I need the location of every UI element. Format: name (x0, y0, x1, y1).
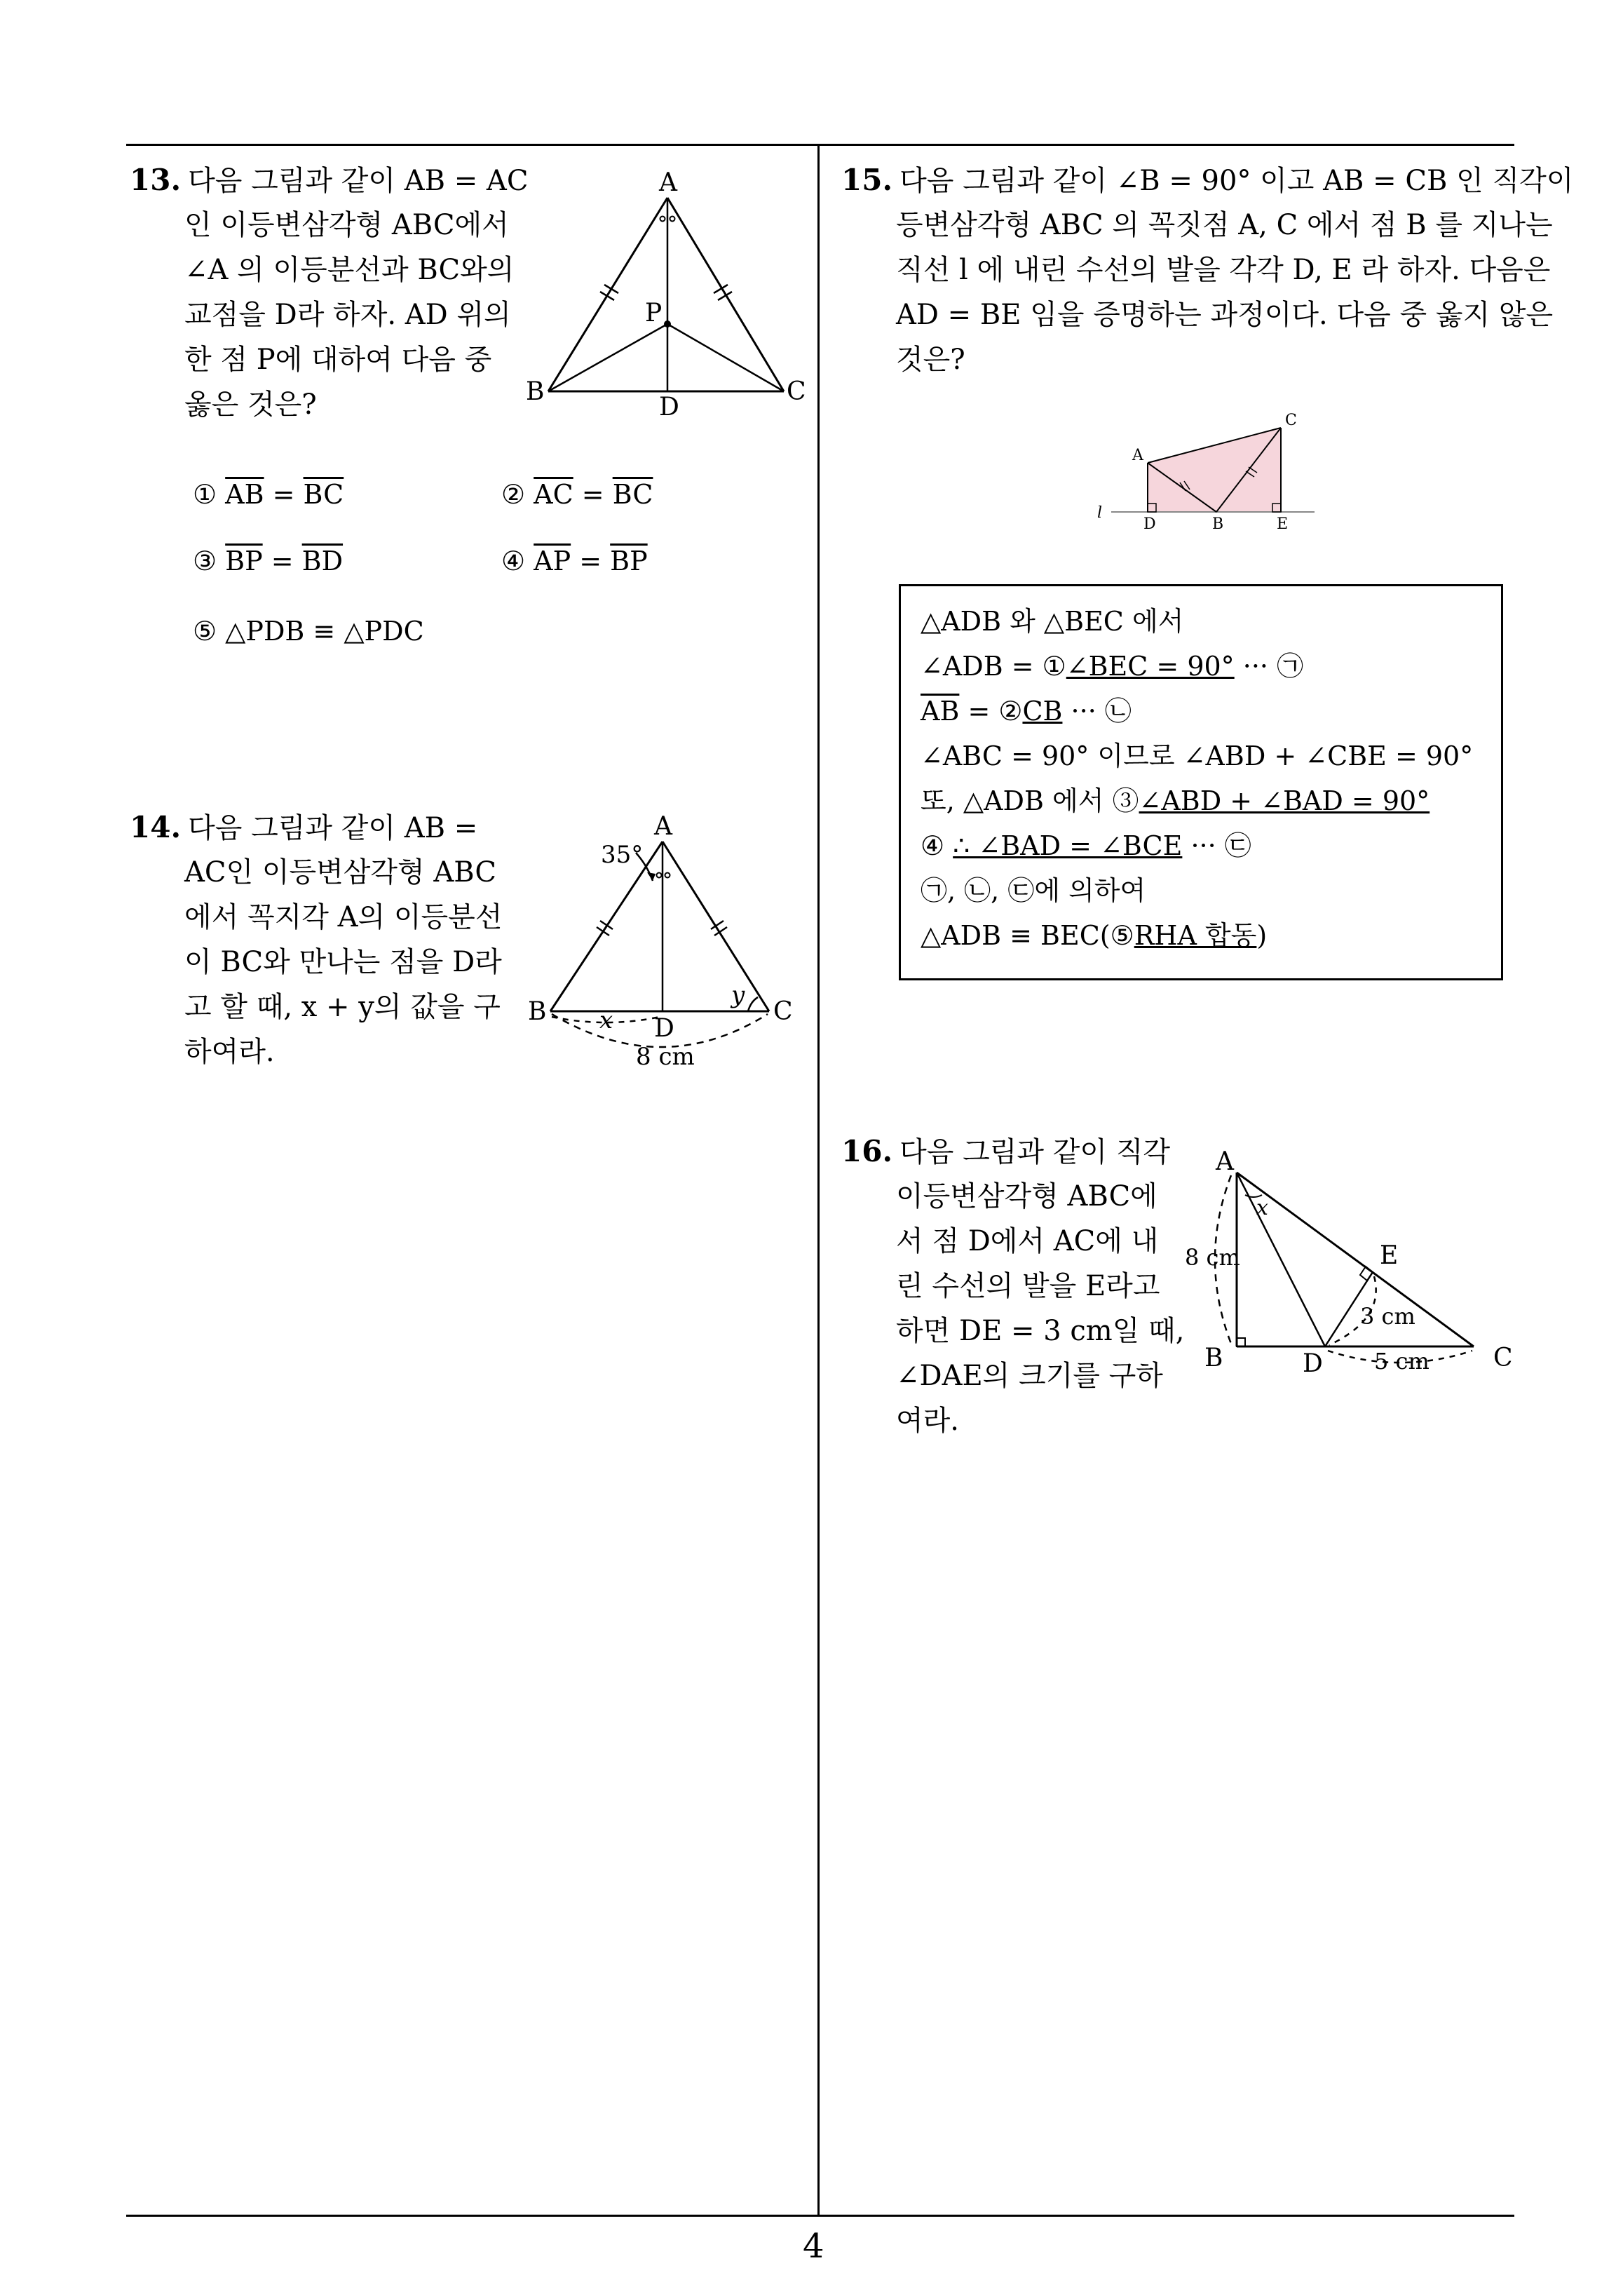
question-15 (841, 158, 1573, 382)
q13-choice-2[interactable]: ② $\overline{AC} = \overline{BC}$ (501, 479, 653, 510)
question-number: 16. (841, 1134, 893, 1168)
q16-line-1: 다음 그림과 같이 직각 (899, 1136, 1170, 1168)
q16-label-c: C (1493, 1344, 1513, 1372)
top-rule (126, 144, 1514, 146)
proof-line-1: △ADB 와 △BEC 에서 (921, 606, 1184, 637)
q16-label-x: x (1256, 1196, 1268, 1220)
proof-line-5: 또, △ADB 에서 ③∠ABD + ∠BAD = 90° (921, 785, 1430, 816)
q13-triangle-figure (519, 168, 813, 421)
q15-label-d: D (1143, 515, 1156, 533)
q14-label-c: C (773, 997, 793, 1026)
question-number: 15. (841, 163, 893, 197)
q13-line-5: 한 점 P에 대하여 다음 중 (184, 344, 492, 376)
q13-choice-3[interactable]: ③ $\overline{BP} = \overline{BD}$ (193, 546, 344, 576)
q13-label-a: A (659, 168, 677, 197)
q13-line-2: 인 이등변삼각형 ABC에서 (184, 209, 509, 241)
q15-line-5: 것은? (896, 344, 965, 376)
proof-line-8: △ADB ≡ BEC(⑤RHA 합동) (921, 920, 1268, 951)
q13-label-d: D (659, 393, 679, 421)
question-16 (841, 1129, 1184, 1443)
q16-line-5: 하면 DE = 3 cm일 때, (896, 1315, 1185, 1347)
q13-choice-1[interactable]: ① $\overline{AB} = \overline{BC}$ (193, 479, 344, 510)
q14-base-length: 8 cm (636, 1043, 695, 1071)
q16-figure (1185, 1136, 1521, 1389)
q16-line-7: 여라. (896, 1405, 959, 1437)
q16-label-d: D (1303, 1349, 1323, 1378)
q14-label-x: x (599, 1006, 613, 1034)
q16-line-4: 린 수선의 발을 E라고 (896, 1270, 1160, 1302)
q16-line-6: ∠DAE의 크기를 구하 (896, 1360, 1163, 1392)
q13-line-6: 옳은 것은? (184, 389, 317, 421)
question-14 (130, 805, 502, 1074)
q14-line-5: 고 할 때, x + y의 값을 구 (184, 991, 501, 1023)
q14-line-4: 이 BC와 만나는 점을 D라 (184, 946, 502, 978)
q16-length-de: 3 cm (1360, 1303, 1415, 1330)
question-number: 13. (130, 163, 182, 197)
q15-line-4: AD = BE 임을 증명하는 과정이다. 다음 중 옳지 않은 (896, 299, 1554, 331)
q13-line-4: 교점을 D라 하자. AD 위의 (184, 299, 511, 331)
column-divider (817, 144, 820, 2216)
question-13 (130, 158, 528, 427)
q15-label-b: B (1212, 515, 1224, 533)
q16-label-a: A (1216, 1147, 1234, 1176)
q15-label-l: l (1097, 504, 1103, 522)
q13-choice-4[interactable]: ④ $\overline{AP} = \overline{BP}$ (501, 546, 648, 576)
bottom-rule (126, 2215, 1514, 2217)
q14-label-d: D (654, 1014, 674, 1043)
proof-line-3: $\overline{AB}$ = ②CB ··· ㉡ (921, 696, 1132, 727)
q15-proof-box (899, 584, 1503, 980)
q16-label-b: B (1204, 1344, 1223, 1372)
q15-line-1: 다음 그림과 같이 ∠B = 90° 이고 AB = CB 인 직각이 (899, 165, 1574, 197)
q16-line-2: 이등변삼각형 ABC에 (896, 1180, 1157, 1213)
q14-line-1: 다음 그림과 같이 AB = (188, 812, 478, 844)
q16-label-e: E (1380, 1241, 1399, 1270)
q14-line-2: AC인 이등변삼각형 ABC (184, 856, 497, 889)
q13-label-p: P (645, 299, 663, 327)
q14-angle-label: 35° (601, 841, 644, 869)
question-number: 14. (130, 810, 182, 844)
proof-line-2: ∠ADB = ①∠BEC = 90° ··· ㉠ (921, 651, 1304, 682)
q15-label-c: C (1285, 412, 1297, 429)
q15-figure (1090, 407, 1329, 540)
proof-line-4: ∠ABC = 90° 이므로 ∠ABD + ∠CBE = 90° (921, 741, 1474, 771)
q14-triangle-figure (522, 813, 817, 1080)
q16-length-ab: 8 cm (1185, 1244, 1240, 1271)
proof-line-7: ㉠, ㉡, ㉢에 의하여 (921, 875, 1146, 906)
q13-line-3: ∠A 의 이등분선과 BC와의 (184, 254, 515, 286)
q15-line-2: 등변삼각형 ABC 의 꼭짓점 A, C 에서 점 B 를 지나는 (896, 209, 1553, 241)
q15-line-3: 직선 l 에 내린 수선의 발을 각각 D, E 라 하자. 다음은 (896, 254, 1551, 286)
q15-label-a: A (1132, 447, 1143, 464)
page-number: 4 (803, 2227, 824, 2266)
q16-length-dc: 5 cm (1374, 1348, 1430, 1375)
q14-label-y: y (731, 981, 745, 1009)
q13-label-c: C (787, 377, 806, 406)
q15-label-e: E (1277, 515, 1289, 533)
q16-line-3: 서 점 D에서 AC에 내 (896, 1225, 1159, 1257)
q14-label-b: B (528, 997, 547, 1026)
q14-line-6: 하여라. (184, 1036, 275, 1068)
q13-choice-5[interactable]: ⑤ △PDB ≡ △PDC (193, 616, 424, 647)
q14-label-a: A (654, 812, 672, 841)
q13-line-1: 다음 그림과 같이 AB = AC (188, 165, 529, 197)
proof-line-6: ④ ∴ ∠BAD = ∠BCE ··· ㉢ (921, 830, 1251, 861)
q13-label-b: B (526, 377, 545, 406)
q14-line-3: 에서 꼭지각 A의 이등분선 (184, 901, 503, 933)
